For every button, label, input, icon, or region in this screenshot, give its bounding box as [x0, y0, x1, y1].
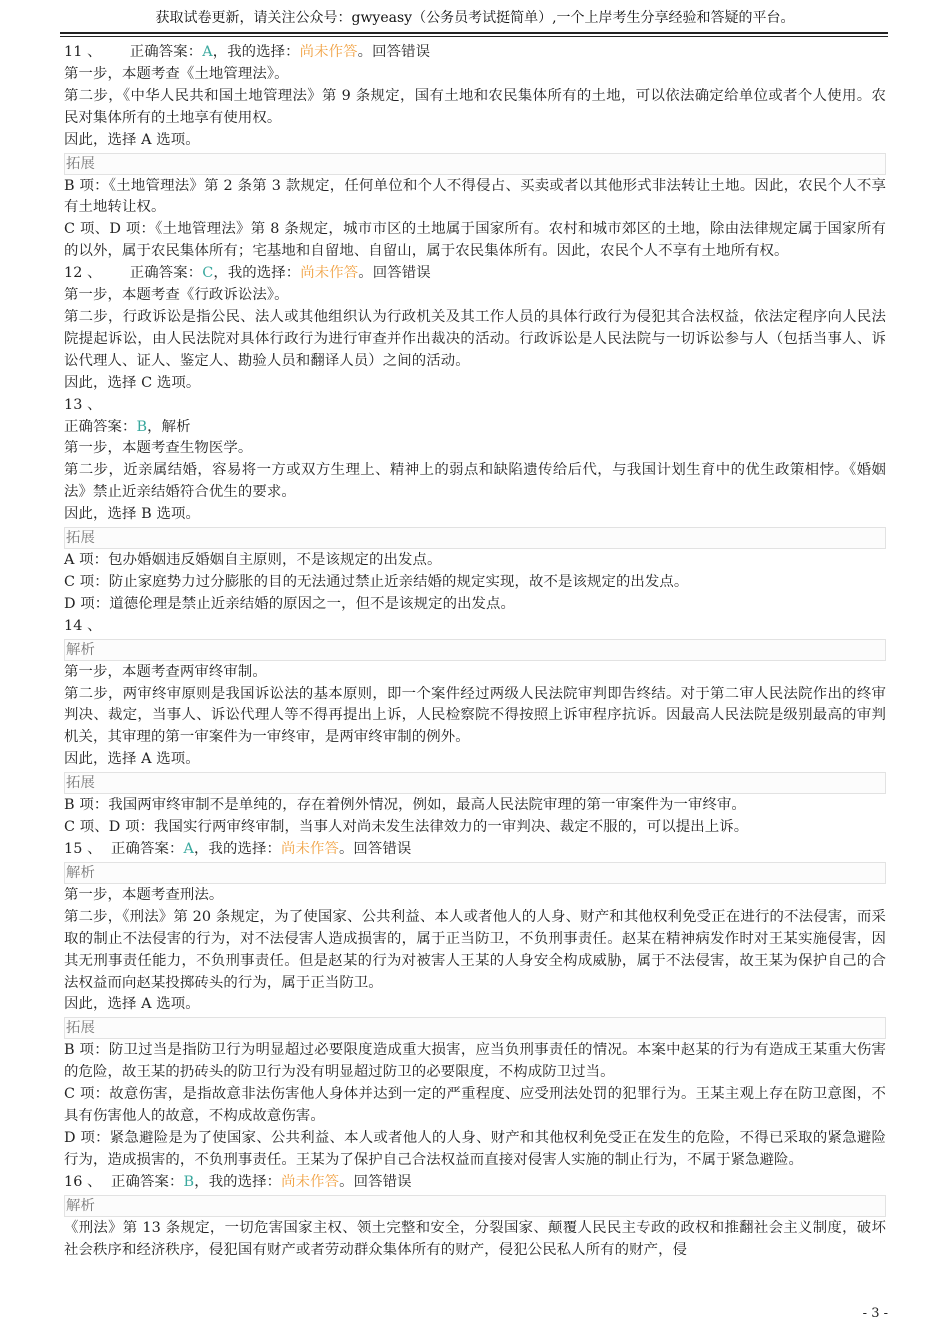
paragraph: 因此，选择 A 选项。 [64, 131, 200, 148]
paragraph: C 项：防止家庭势力过分膨胀的目的无法通过禁止近亲结婚的规定实现，故不是该规定的出发点。 [64, 573, 689, 590]
question-14-header: 14 、 [64, 617, 102, 634]
my-choice-label: ，我的选择： [212, 44, 300, 60]
paragraph: 第二步，两审终审原则是我国诉讼法的基本原则，即一个案件经过两级人民法院审判即告终结。对于第二审人民法院作出的终审判决、裁定，当事人、诉讼代理人等不得再提出上诉，人民检察院不得按照上诉审程序抗诉。因最高人民法院是级别最高的审判机关，其审理的第一审案件为一审终审，是两审终审制的例外。 [64, 685, 886, 746]
analysis-section-bar: 解析 [64, 862, 886, 884]
paragraph: 第一步，本题考查《行政诉讼法》。 [64, 287, 289, 304]
paragraph: A 项：包办婚姻违反婚姻自主原则，不是该规定的出发点。 [64, 552, 442, 569]
result-label: 。回答错误 [339, 1173, 412, 1190]
result-label: 。回答错误 [357, 44, 431, 60]
question-11-header [64, 42, 886, 64]
paragraph: B 项：防卫过当是指防卫行为明显超过必要限度造成重大损害，应当负刑事责任的情况。本案中赵某的行为有造成王某重大伤害的危险，故王某的扔砖头的防卫行为没有明显超过防卫的必要限度，不构成防卫过当。 [64, 1042, 886, 1081]
paragraph: 第一步，本题考查生物医学。 [64, 440, 253, 457]
my-choice-label: ，我的选择： [213, 265, 301, 282]
paragraph: C 项：故意伤害，是指故意非法伤害他人身体并达到一定的严重程度、应受刑法处罚的犯罪行为。王某主观上存在防卫意图，不具有伤害他人的故意，不构成故意伤害。 [64, 1086, 886, 1125]
paragraph: 因此，选择 C 选项。 [64, 374, 201, 391]
paragraph: 第一步，本题考查《土地管理法》。 [64, 65, 289, 82]
paragraph: B 项：《土地管理法》第 2 条第 3 款规定，任何单位和个人不得侵占、买卖或者以其他形式非法转让土地。因此，农民个人不享有土地转让权。 [64, 177, 886, 216]
question-number: 12 、 [64, 265, 102, 282]
correct-answer: A [202, 44, 213, 60]
analysis-section-bar: 解析 [64, 1195, 886, 1217]
question-number: 11 、 [64, 44, 102, 60]
paragraph: 第二步，行政诉讼是指公民、法人或其他组织认为行政机关及其工作人员的具体行政行为侵犯其合法权益，依法定程序向人民法院提起诉讼，由人民法院对具体行政行为进行审查并作出裁决的活动。行政诉讼是人民法院与一切诉讼参与人（包括当事人、诉讼代理人、证人、鉴定人、勘验人员和翻译人员）之间的活动。 [64, 308, 886, 369]
header-divider-thin [60, 36, 888, 37]
paragraph: D 项：道德伦理是禁止近亲结婚的原因之一，但不是该规定的出发点。 [64, 595, 516, 612]
question-number: 16 、 [64, 1173, 102, 1190]
correct-answer: B [136, 418, 148, 435]
paragraph: C 项、D 项：我国实行两审终审制，当事人对尚未发生法律效力的一审判决、裁定不服的，可以提出上诉。 [64, 819, 749, 836]
question-15-header [64, 839, 886, 861]
page-header: 获取试卷更新，请关注公众号：gwyeasy（公务员考试挺简单）,一个上岸考生分享经验和答疑的平台。 [155, 10, 795, 26]
paragraph: 第二步，近亲属结婚，容易将一方或双方生理上、精神上的弱点和缺陷遗传给后代，与我国计划生育中的优生政策相悖。《婚姻法》禁止近亲结婚符合优生的要求。 [64, 462, 886, 501]
expand-section-bar: 拓展 [64, 153, 886, 175]
question-16-header [64, 1172, 886, 1194]
paragraph: B 项：我国两审终审制不是单纯的，存在着例外情况，例如，最高人民法院审理的第一审案件为一审终审。 [64, 797, 746, 814]
analysis-inline-label: ，解析 [147, 418, 191, 435]
correct-answer: A [183, 841, 195, 857]
question-13-answer [64, 417, 886, 439]
paragraph: 第一步，本题考查刑法。 [64, 886, 224, 903]
paragraph: 因此，选择 A 选项。 [64, 751, 200, 768]
result-label: 。回答错误 [338, 841, 412, 857]
paragraph: 因此，选择 A 选项。 [64, 996, 200, 1013]
my-choice-label: ，我的选择： [194, 1173, 282, 1190]
expand-section-bar: 拓展 [64, 1017, 886, 1039]
analysis-section-bar: 解析 [64, 639, 886, 661]
question-12-header [64, 263, 886, 285]
paragraph: 因此，选择 B 选项。 [64, 506, 200, 523]
answer-analysis-content [64, 42, 886, 1262]
correct-answer-label: 正确答案： [64, 418, 137, 435]
paragraph: 第一步，本题考查两审终审制。 [64, 663, 267, 680]
paragraph: 第二步，《刑法》第 20 条规定，为了使国家、公共利益、本人或者他人的人身、财产和其他权利免受正在进行的不法侵害，而采取的制止不法侵害的行为，对不法侵害人造成损害的，属于正当防卫，不负刑事责任。赵某在精神病发作时对王某实施侵害，因其无刑事责任能力，不负刑事责任。但是赵某的行为对被害人王某的人身安全构成威胁，属于不法侵害，故王某为保护自己的合法权益而向赵某投掷砖头的行为，属于正当防卫。 [64, 908, 886, 991]
paragraph: D 项：紧急避险是为了使国家、公共利益、本人或者他人的人身、财产和其他权利免受正在发生的危险，不得已采取的紧急避险行为，造成损害的，不负刑事责任。王某为了保护自己合法权益而直接对侵害人实施的制止行为，不属于紧急避险。 [64, 1129, 886, 1168]
correct-answer-label: 正确答案： [111, 841, 184, 857]
my-choice-status: 尚未作答 [281, 1173, 340, 1190]
correct-answer-label: 正确答案： [111, 1173, 184, 1190]
page-number: - 3 - [862, 1306, 888, 1321]
expand-section-bar: 拓展 [64, 772, 886, 794]
my-choice-label: ，我的选择： [194, 841, 281, 857]
header-divider [60, 32, 888, 34]
paragraph: C 项、D 项：《土地管理法》第 8 条规定，城市市区的土地属于国家所有。农村和城市郊区的土地，除由法律规定属于国家所有的以外，属于农民集体所有；宅基地和自留地、自留山，属于农民集体所有。因此，农民个人不享有土地所有权。 [64, 221, 886, 260]
my-choice-status: 尚未作答 [280, 841, 339, 857]
result-label: 。回答错误 [358, 265, 431, 282]
correct-answer: B [183, 1173, 195, 1190]
correct-answer: C [202, 265, 214, 282]
paragraph: 《刑法》第 13 条规定，一切危害国家主权、领土完整和安全，分裂国家、颠覆人民民主专政的政权和推翻社会主义制度，破坏社会秩序和经济秩序，侵犯国有财产或者劳动群众集体所有的财产，侵犯公民私人所有的财产，侵 [64, 1219, 886, 1258]
correct-answer-label: 正确答案： [129, 44, 203, 60]
question-number: 15 、 [64, 841, 102, 857]
my-choice-status: 尚未作答 [300, 265, 359, 282]
expand-section-bar: 拓展 [64, 527, 886, 549]
correct-answer-label: 正确答案： [129, 265, 203, 282]
paragraph: 第二步，《中华人民共和国土地管理法》第 9 条规定，国有土地和农民集体所有的土地，可以依法确定给单位或者个人使用。农民对集体所有的土地享有使用权。 [64, 87, 886, 126]
my-choice-status: 尚未作答 [299, 44, 358, 60]
question-13-header: 13 、 [64, 396, 102, 413]
